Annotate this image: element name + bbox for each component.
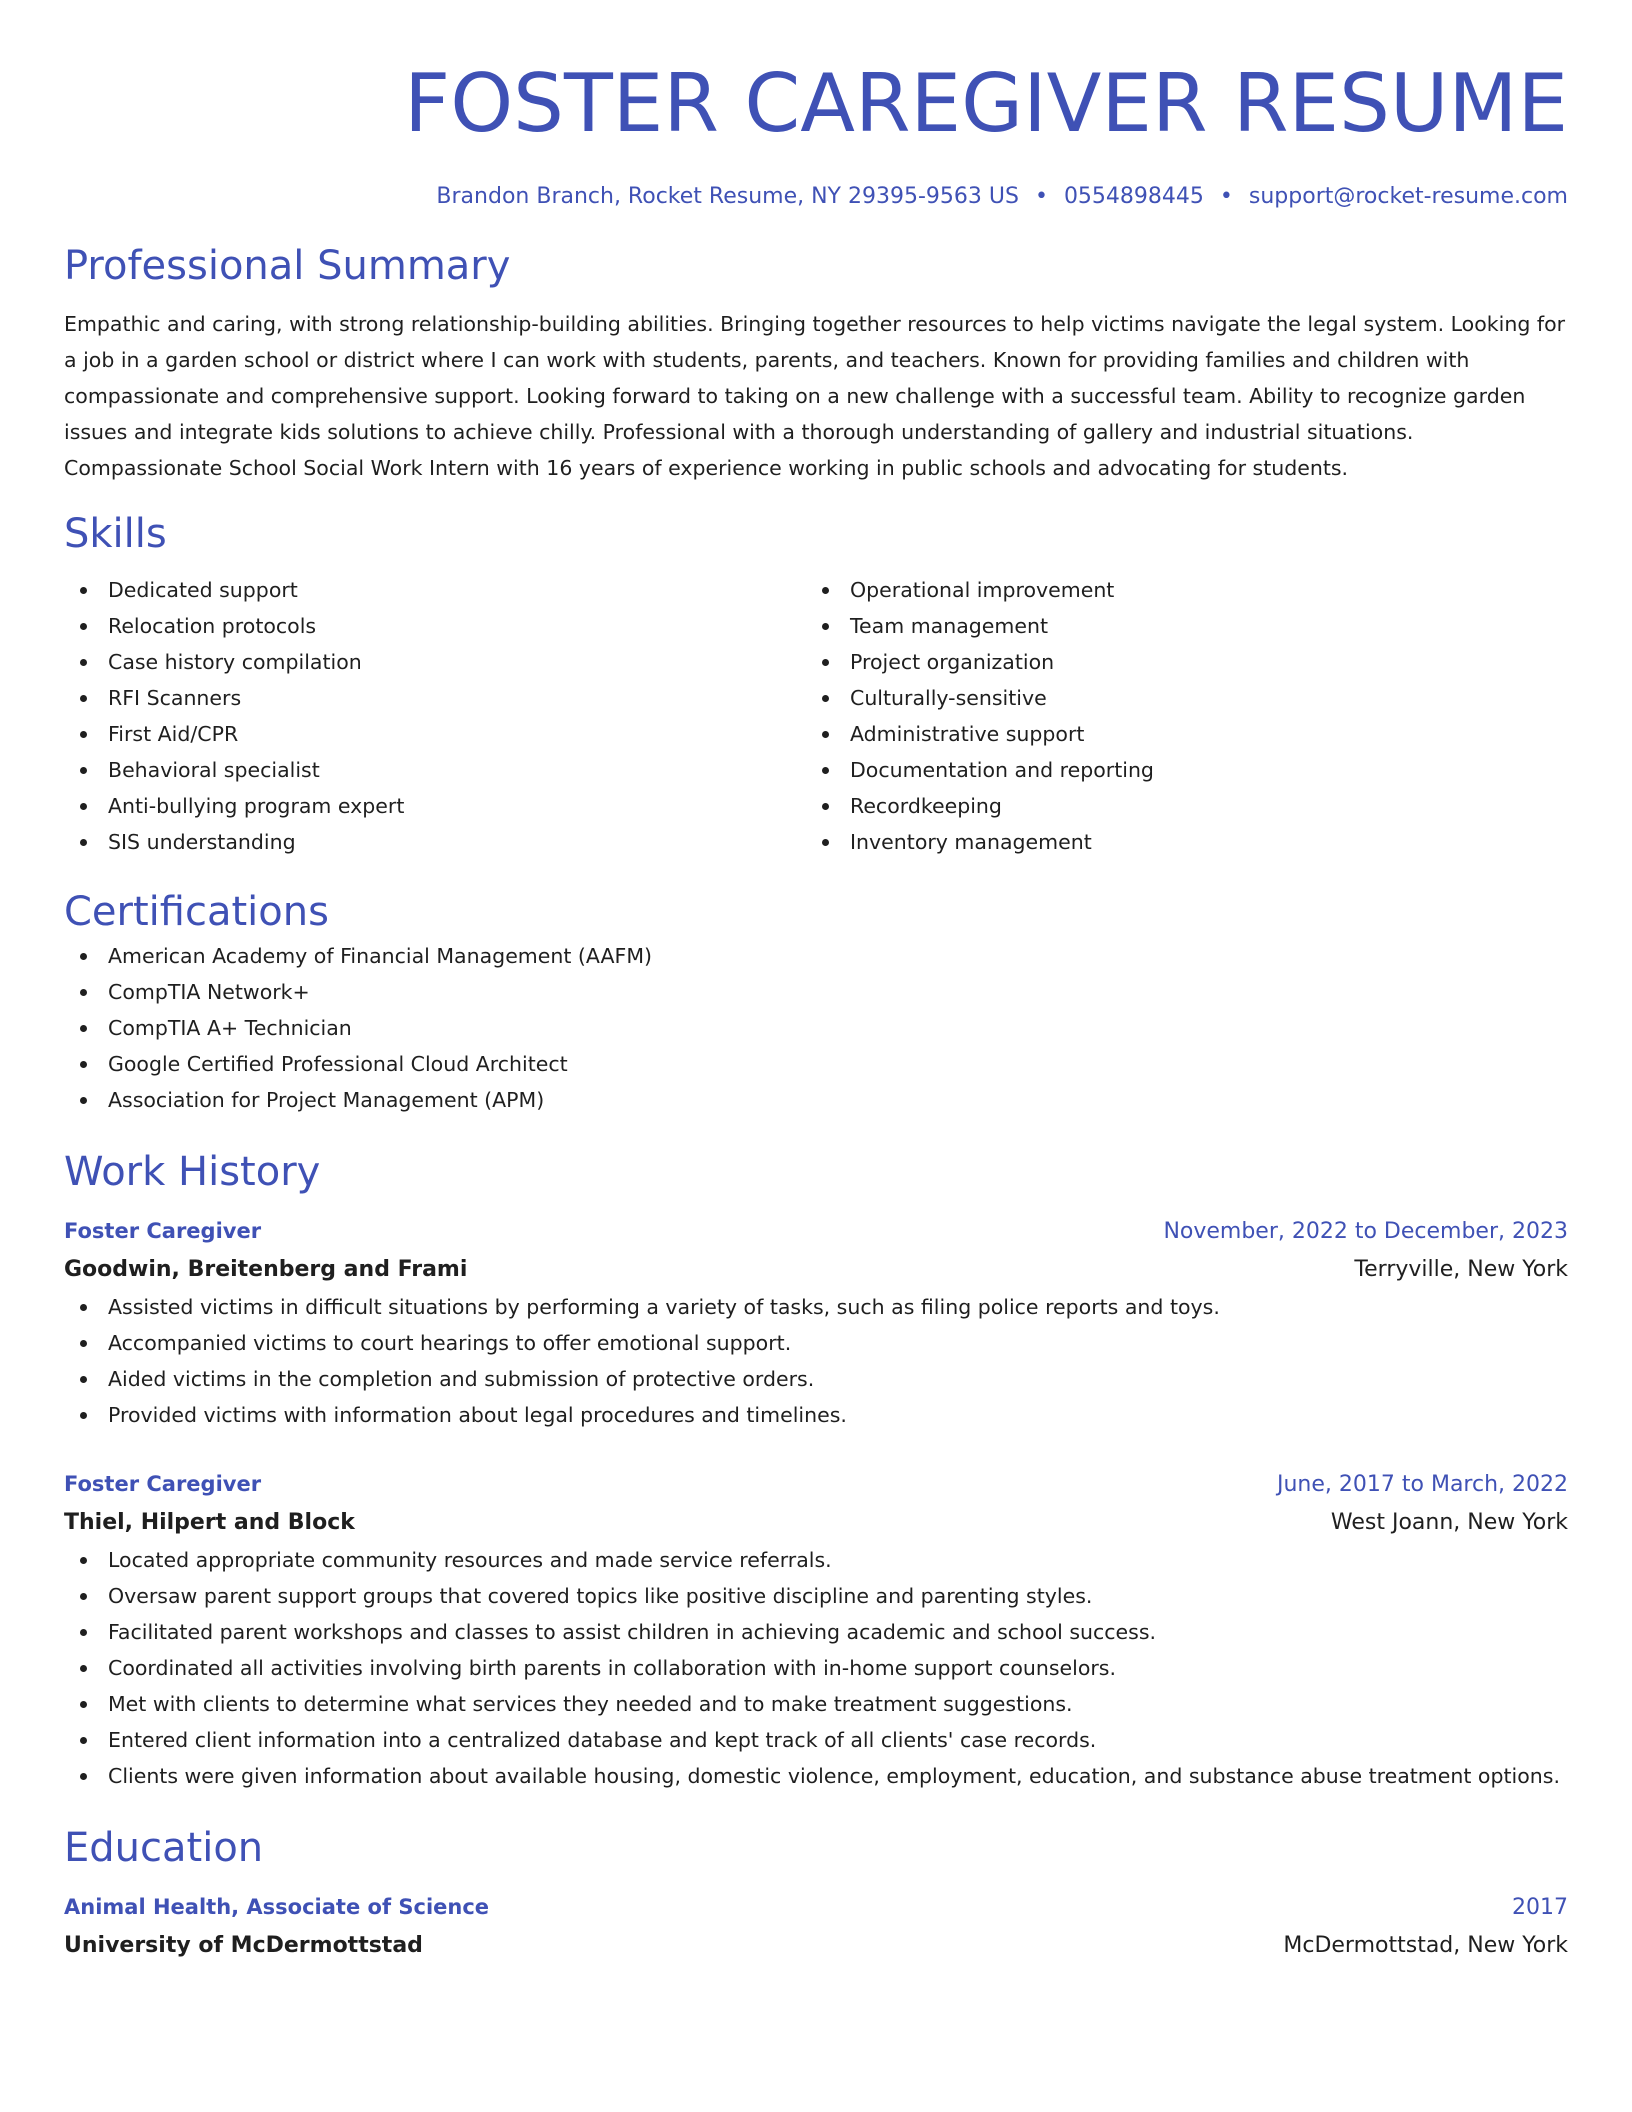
skill-item: Operational improvement	[806, 572, 1548, 608]
job-location: Terryville, New York	[1354, 1257, 1568, 1282]
resume-header	[64, 56, 1568, 212]
education-heading: Education	[64, 1825, 264, 1871]
job-company: Thiel, Hilpert and Block	[64, 1510, 355, 1535]
education-school-row	[64, 1927, 1568, 1965]
job-duty-item: Accompanied victims to court hearings to offer emotional support.	[64, 1325, 1568, 1361]
job-entry	[64, 1465, 1568, 1794]
skill-item: Dedicated support	[64, 572, 806, 608]
certification-item: American Academy of Financial Management (AAFM)	[64, 938, 1568, 974]
certification-item: CompTIA Network+	[64, 974, 1568, 1010]
contact-line	[64, 182, 1568, 212]
contact-address: Brandon Branch, Rocket Resume, NY 29395-9563 US	[436, 184, 1019, 209]
education-location: McDermottstad, New York	[1283, 1933, 1568, 1958]
skill-item: Case history compilation	[64, 644, 806, 680]
job-duty-item: Provided victims with information about legal procedures and timelines.	[64, 1397, 1568, 1433]
contact-email: support@rocket-resume.com	[1248, 184, 1568, 209]
certifications-list	[64, 938, 1568, 1118]
education-school: University of McDermottstad	[64, 1933, 423, 1958]
education-year: 2017	[1512, 1895, 1568, 1920]
skill-item: Project organization	[806, 644, 1548, 680]
job-entry	[64, 1212, 1568, 1433]
skill-item: Relocation protocols	[64, 608, 806, 644]
job-company: Goodwin, Breitenberg and Frami	[64, 1257, 468, 1282]
job-company-row	[64, 1251, 1568, 1289]
job-dates: June, 2017 to March, 2022	[1277, 1472, 1568, 1497]
skill-item: RFI Scanners	[64, 680, 806, 716]
job-title-row	[64, 1212, 1568, 1251]
skills-heading: Skills	[64, 511, 167, 557]
skill-item: Team management	[806, 608, 1548, 644]
job-duty-item: Entered client information into a centralized database and kept track of all clients' case records.	[64, 1722, 1568, 1758]
job-duty-item: Located appropriate community resources and made service referrals.	[64, 1542, 1568, 1578]
education-entry	[64, 1888, 1568, 1965]
skills-column-left	[64, 572, 806, 860]
job-duty-item: Coordinated all activities involving birth parents in collaboration with in-home support counselors.	[64, 1650, 1568, 1686]
skill-item: Culturally-sensitive	[806, 680, 1548, 716]
work-history-heading: Work History	[64, 1149, 321, 1195]
job-duties-list	[64, 1542, 1568, 1794]
skills-column-right	[806, 572, 1548, 860]
skill-item: Documentation and reporting	[806, 752, 1548, 788]
resume-title: FOSTER CAREGIVER RESUME	[404, 57, 1568, 150]
job-title: Foster Caregiver	[64, 1472, 262, 1496]
job-duty-item: Aided victims in the completion and submission of protective orders.	[64, 1361, 1568, 1397]
job-location: West Joann, New York	[1330, 1510, 1568, 1535]
contact-separator: •	[1219, 184, 1233, 209]
skills-list-left	[64, 572, 806, 860]
skill-item: SIS understanding	[64, 824, 806, 860]
job-duty-item: Facilitated parent workshops and classes to assist children in achieving academic and school success.	[64, 1614, 1568, 1650]
education-degree-row	[64, 1888, 1568, 1927]
contact-phone: 0554898445	[1063, 184, 1204, 209]
job-duties-list	[64, 1289, 1568, 1433]
contact-separator: •	[1034, 184, 1048, 209]
certifications-heading: Certifications	[64, 889, 329, 935]
job-duty-item: Met with clients to determine what services they needed and to make treatment suggestions.	[64, 1686, 1568, 1722]
skill-item: Recordkeeping	[806, 788, 1548, 824]
certification-item: Google Certified Professional Cloud Architect	[64, 1046, 1568, 1082]
certification-item: CompTIA A+ Technician	[64, 1010, 1568, 1046]
skill-item: Inventory management	[806, 824, 1548, 860]
skill-item: Administrative support	[806, 716, 1548, 752]
job-duty-item: Oversaw parent support groups that covered topics like positive discipline and parenting styles.	[64, 1578, 1568, 1614]
skill-item: First Aid/CPR	[64, 716, 806, 752]
skills-list-right	[806, 572, 1548, 860]
education-degree: Animal Health, Associate of Science	[64, 1895, 490, 1919]
job-title: Foster Caregiver	[64, 1219, 262, 1243]
summary-text: Empathic and caring, with strong relationship-building abilities. Bringing together resources to help victims navigate the legal system. Looking for a job in a garden school or district where I can work with students, parents, and teachers. Known for providing families and children with compassionate and comprehensive support. Looking forward to taking on a new challenge with a successful team. Ability to recognize garden issues and integrate kids solutions to achieve chilly. Professional with a thorough understanding of gallery and industrial situations. Compassionate School Social Work Intern with 16 years of experience working in public schools and advocating for students.	[64, 312, 1566, 480]
skill-item: Anti-bullying program expert	[64, 788, 806, 824]
summary-heading: Professional Summary	[64, 243, 511, 289]
job-duty-item: Clients were given information about available housing, domestic violence, employment, education, and substance abuse treatment options.	[64, 1758, 1568, 1794]
job-dates: November, 2022 to December, 2023	[1163, 1219, 1568, 1244]
skills-grid	[64, 572, 1568, 860]
skill-item: Behavioral specialist	[64, 752, 806, 788]
job-company-row	[64, 1504, 1568, 1542]
job-duty-item: Assisted victims in difficult situations by performing a variety of tasks, such as filing police reports and toys.	[64, 1289, 1568, 1325]
certification-item: Association for Project Management (APM)	[64, 1082, 1568, 1118]
job-title-row	[64, 1465, 1568, 1504]
